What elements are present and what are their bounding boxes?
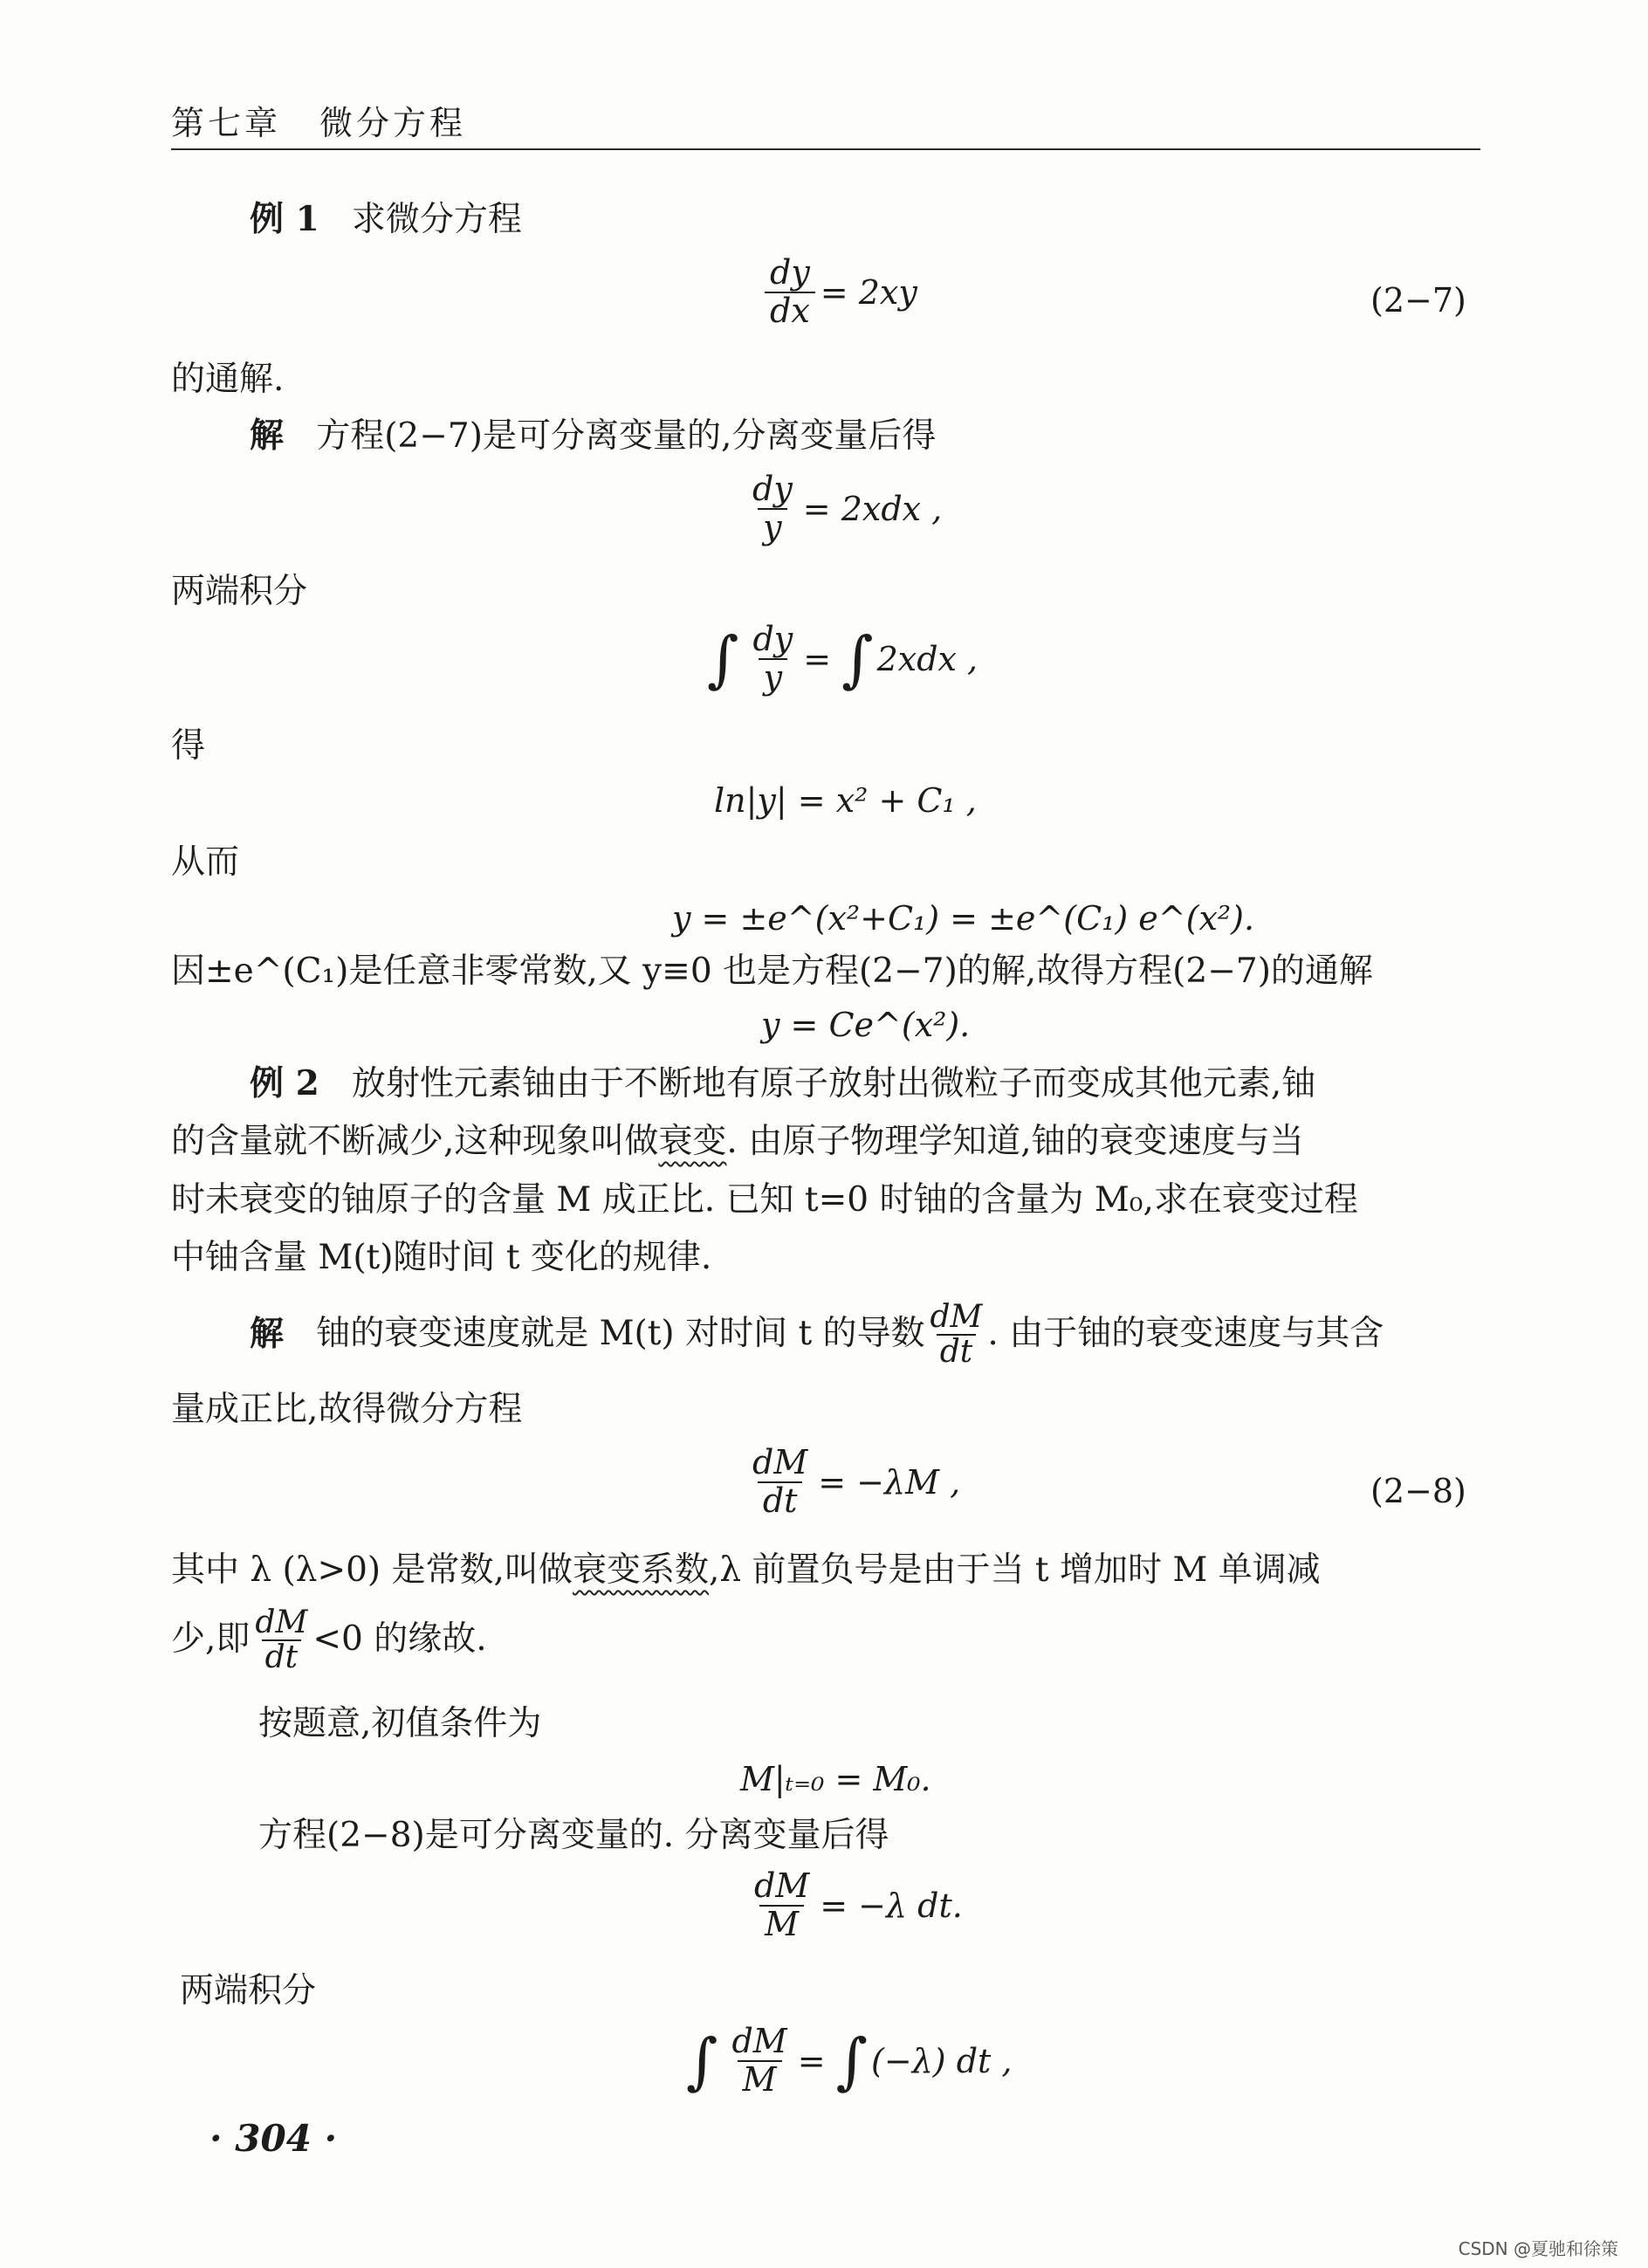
fraction-numerator: dM bbox=[752, 1443, 808, 1481]
initial-condition-equation: M|ₜ₌₀ = M₀. bbox=[740, 1760, 931, 1798]
where-text: ,λ 前置负号是由于当 t 增加时 M 单调减 bbox=[708, 1550, 1321, 1590]
integral-rhs: 2xdx , bbox=[876, 639, 978, 678]
integral-fraction bbox=[747, 622, 798, 697]
less-text: <0 的缘故. bbox=[312, 1619, 487, 1660]
example2-solution-line1 bbox=[250, 1301, 1384, 1369]
solution-text: 方程(2−7)是可分离变量的,分离变量后得 bbox=[316, 416, 937, 456]
equation-tag-2-8: (2−8) bbox=[1370, 1472, 1466, 1510]
term-decay-coefficient: 衰变系数 bbox=[572, 1550, 709, 1590]
separated-equation bbox=[742, 471, 942, 546]
fraction-denominator: dt bbox=[758, 1481, 803, 1520]
example2-line3: 时未衰变的铀原子的含量 M 成正比. 已知 t=0 时铀的含量为 M₀,求在衰变过程 bbox=[171, 1180, 1358, 1220]
thus-text: 从而 bbox=[171, 842, 240, 882]
example2-line4: 中铀含量 M(t)随时间 t 变化的规律. bbox=[171, 1238, 712, 1277]
example2-line2 bbox=[171, 1122, 1304, 1163]
example1-solution-intro bbox=[250, 416, 936, 457]
less-text: 少,即 bbox=[171, 1619, 251, 1660]
separated-equation-2 bbox=[744, 1868, 963, 1943]
watermark: CSDN @夏驰和徐策 bbox=[1458, 2238, 1618, 2259]
running-header bbox=[171, 96, 466, 144]
equation-2-7 bbox=[759, 255, 917, 330]
solution-text: . 由于铀的衰变速度与其含 bbox=[987, 1314, 1384, 1354]
separation-text: 方程(2−8)是可分离变量的. 分离变量后得 bbox=[258, 1816, 889, 1855]
fraction-numerator: dy bbox=[770, 253, 810, 292]
derivative-fraction bbox=[927, 1301, 986, 1369]
less-fraction bbox=[251, 1606, 311, 1674]
integral-sign: ∫ bbox=[835, 2024, 869, 2097]
page-number: · 304 · bbox=[209, 2117, 338, 2160]
term-decay: 衰变 bbox=[658, 1122, 727, 1161]
example2-label: 例 2 bbox=[250, 1063, 319, 1103]
fraction-numerator: dM bbox=[255, 1605, 308, 1640]
log-equation: ln|y| = x² + C₁ , bbox=[714, 781, 977, 820]
example1-label: 例 1 bbox=[250, 199, 319, 239]
general-solution: y = Ce^(x²). bbox=[761, 1006, 971, 1044]
fraction-numerator: dy bbox=[752, 620, 793, 658]
example2-solution-line2: 量成正比,故得微分方程 bbox=[171, 1390, 523, 1429]
fraction-numerator: dM bbox=[754, 1866, 810, 1905]
integral-sign: ∫ bbox=[707, 622, 739, 695]
example2-text: . 由原子物理学知道,铀的衰变速度与当 bbox=[726, 1122, 1304, 1161]
example1-prompt: 求微分方程 bbox=[351, 200, 522, 239]
exp-equation: y = ±e^(x²+C₁) = ±e^(C₁) e^(x²). bbox=[672, 899, 1255, 938]
example1-tail: 的通解. bbox=[171, 360, 285, 399]
integrate-text-2: 两端积分 bbox=[180, 1971, 317, 2010]
fraction-denominator: y bbox=[759, 658, 787, 697]
because-text: 因±e^(C₁)是任意非零常数,又 y≡0 也是方程(2−7)的解,故得方程(2−7)的通解 bbox=[171, 952, 1373, 991]
integral-sign: ∫ bbox=[841, 622, 874, 695]
initial-condition-text: 按题意,初值条件为 bbox=[258, 1704, 542, 1743]
equation-rhs: = −λ dt. bbox=[820, 1886, 963, 1925]
equals-sign: = bbox=[803, 639, 832, 678]
get-text: 得 bbox=[171, 726, 206, 766]
example2-text-line1: 放射性元素铀由于不断地有原子放射出微粒子而变成其他元素,铀 bbox=[351, 1064, 1316, 1103]
fraction-numerator: dM bbox=[731, 2022, 787, 2060]
fraction-denominator: y bbox=[758, 508, 786, 546]
integral-sign: ∫ bbox=[686, 2024, 718, 2097]
integral-equation-1 bbox=[707, 622, 978, 697]
equation-tag-2-7: (2−7) bbox=[1370, 281, 1466, 320]
chapter-title: 微分方程 bbox=[319, 104, 467, 142]
header-rule bbox=[171, 148, 1480, 150]
equals-sign: = bbox=[797, 2041, 826, 2080]
less-line bbox=[171, 1606, 487, 1674]
where-line bbox=[171, 1550, 1321, 1591]
equation-rhs: = 2xdx , bbox=[802, 489, 943, 528]
integral-equation-2 bbox=[686, 2024, 1012, 2099]
integral-rhs: (−λ) dt , bbox=[871, 2041, 1013, 2080]
equation-2-7-fraction bbox=[765, 255, 815, 330]
solution-label: 解 bbox=[250, 416, 285, 456]
equation-rhs: = −λM , bbox=[818, 1462, 961, 1502]
integrate-text-1: 两端积分 bbox=[171, 572, 308, 611]
equation-rhs: = 2xy bbox=[820, 272, 917, 312]
fraction-denominator: M bbox=[759, 1905, 804, 1943]
equation-2-8 bbox=[742, 1445, 960, 1520]
fraction-numerator: dM bbox=[930, 1299, 983, 1335]
fraction-denominator: dx bbox=[765, 292, 815, 330]
fraction-numerator: dy bbox=[752, 470, 793, 508]
integral-fraction-2 bbox=[726, 2024, 792, 2099]
chapter-label: 第七章 bbox=[171, 104, 282, 142]
example2-line1 bbox=[250, 1063, 1315, 1105]
solution-text: 铀的衰变速度就是 M(t) 对时间 t 的导数 bbox=[316, 1314, 925, 1354]
separated-fraction-2 bbox=[749, 1868, 814, 1943]
solution-label: 解 bbox=[250, 1314, 285, 1355]
fraction-denominator: dt bbox=[262, 1639, 302, 1674]
fraction-denominator: dt bbox=[937, 1334, 977, 1369]
example1-heading bbox=[250, 199, 522, 241]
example2-text: 的含量就不断减少,这种现象叫做 bbox=[171, 1122, 659, 1161]
separated-fraction bbox=[747, 471, 798, 546]
equation-2-8-fraction bbox=[747, 1445, 813, 1520]
where-text: 其中 λ (λ>0) 是常数,叫做 bbox=[171, 1550, 573, 1590]
fraction-denominator: M bbox=[738, 2060, 782, 2099]
